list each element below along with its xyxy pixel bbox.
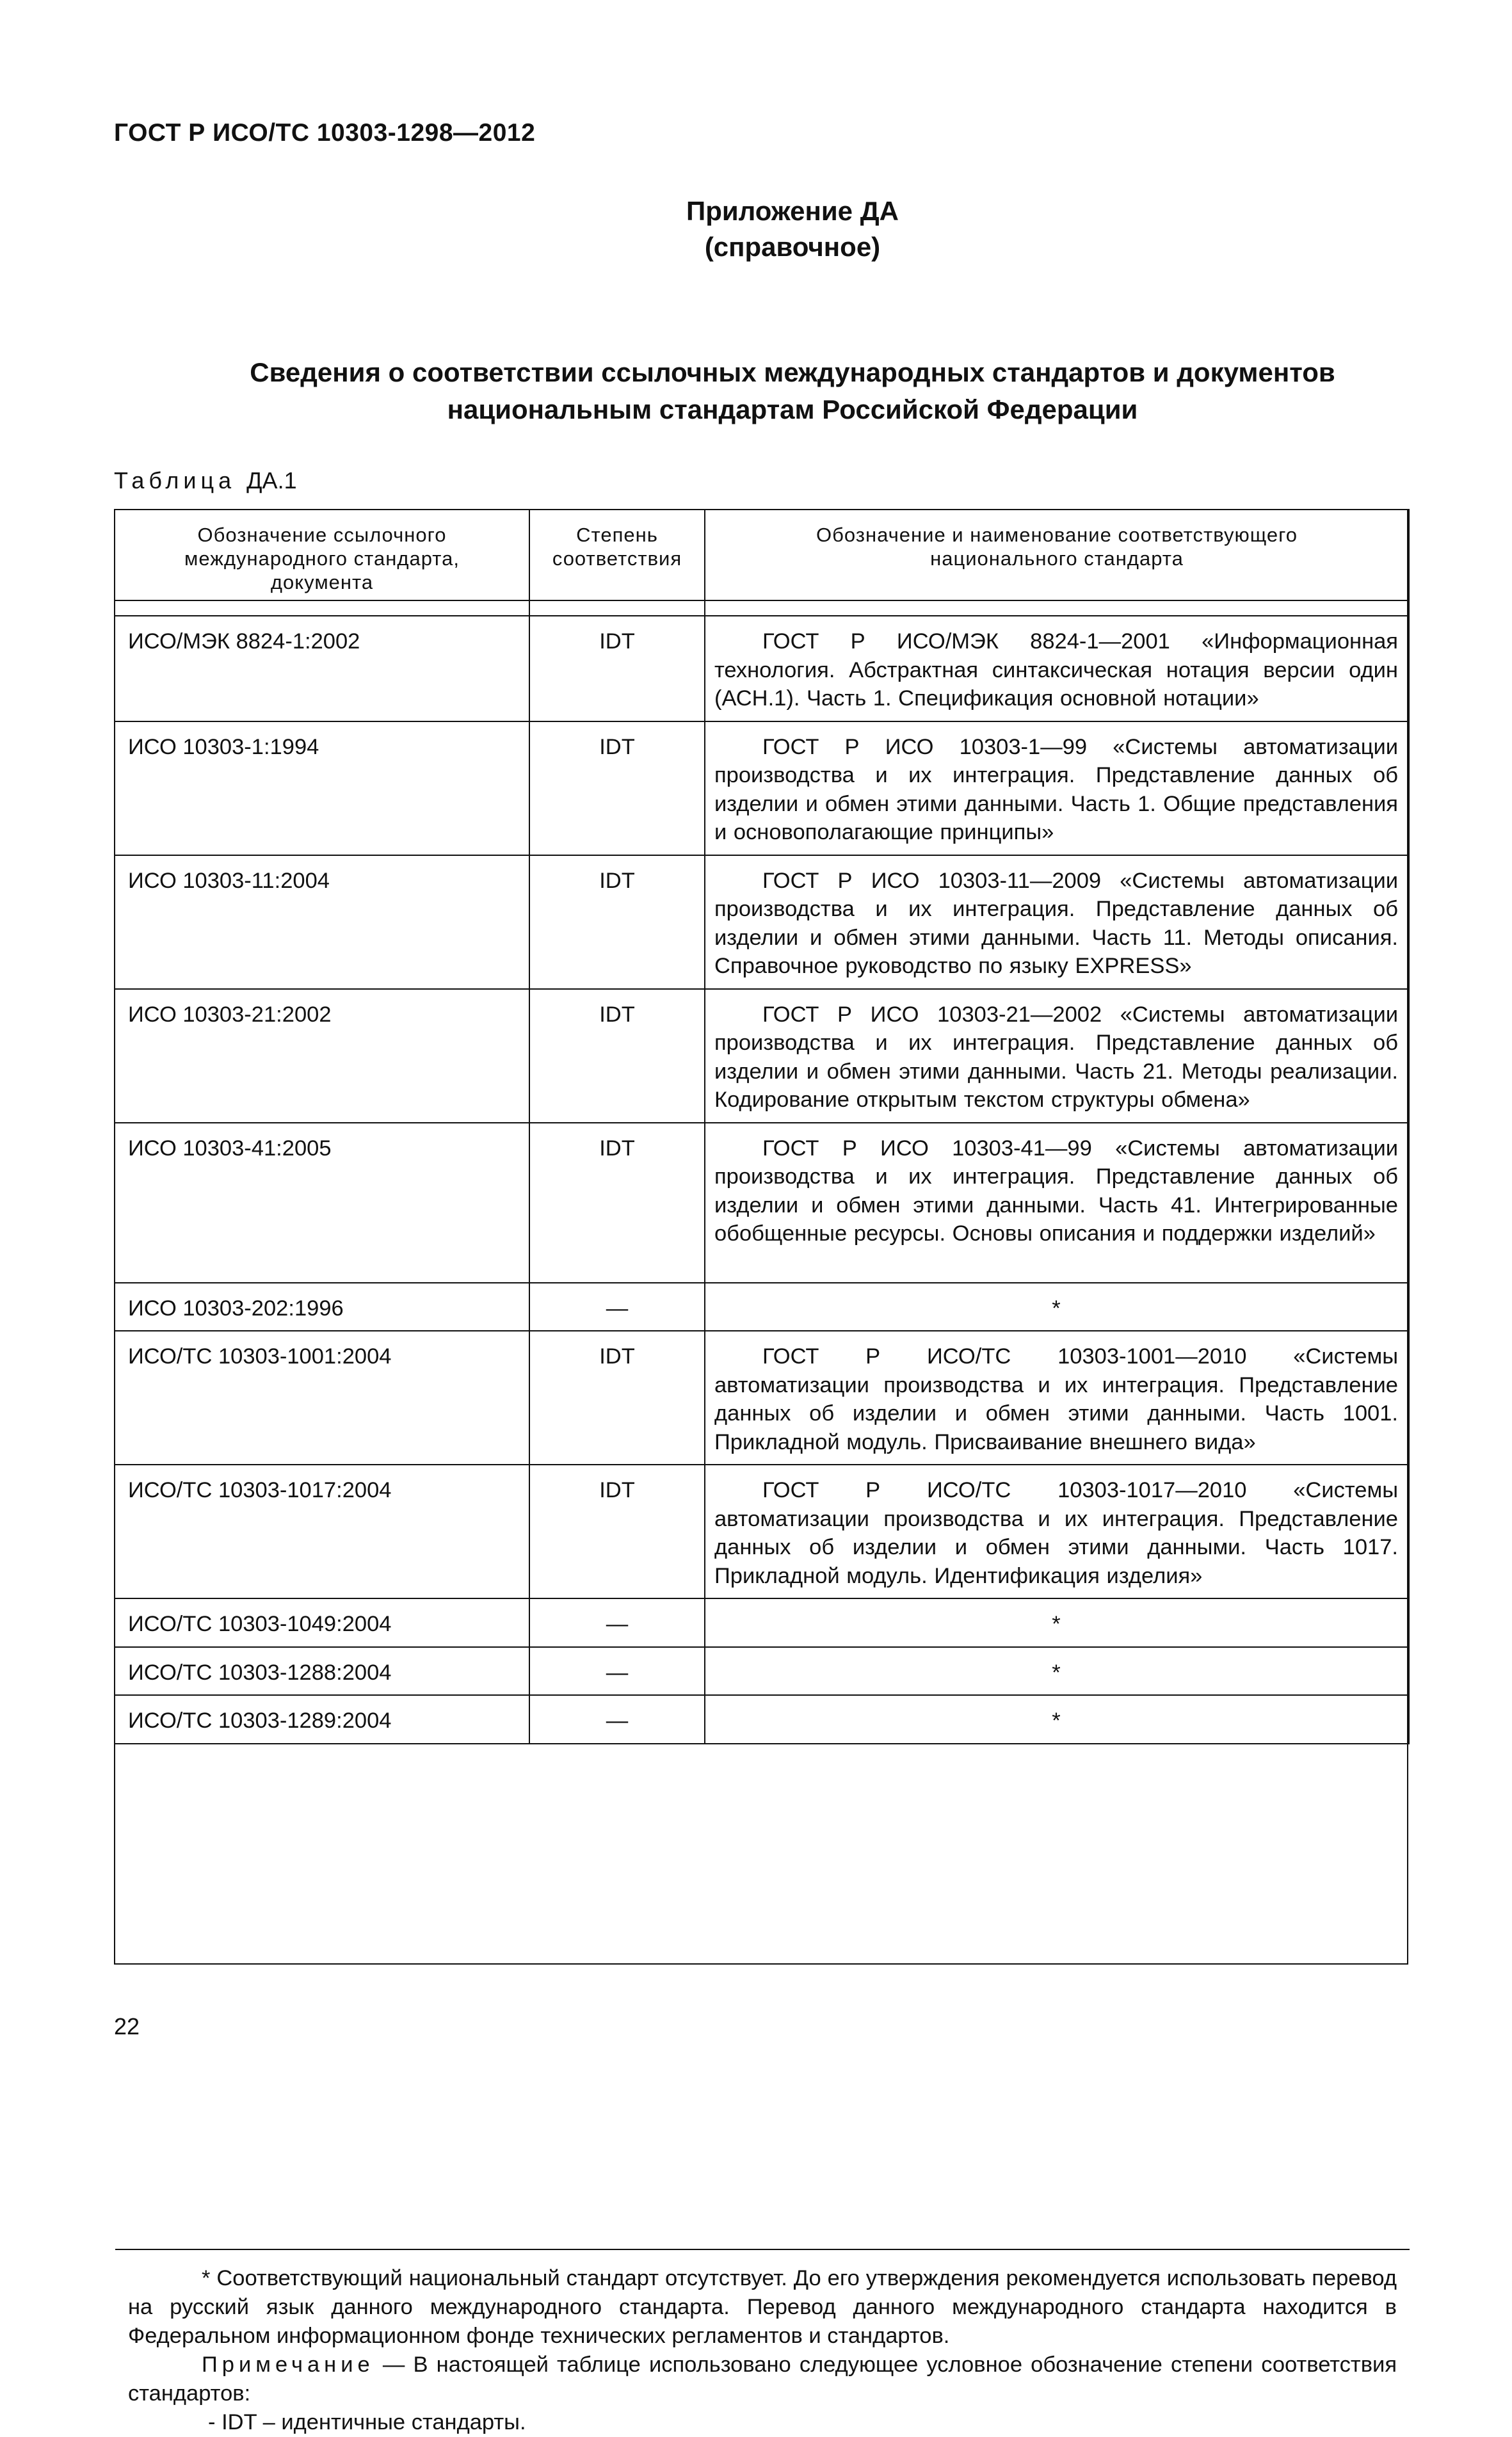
table-row xyxy=(115,1647,1409,1696)
table-row xyxy=(115,855,1409,989)
note-text: — В настоящей таблице использовано следующее условное обозначение степени соответствия стандартов: xyxy=(128,2353,1397,2406)
cell-reference: ИСО/ТС 10303-1049:2004 xyxy=(115,1598,529,1647)
cell-degree: IDT xyxy=(529,616,705,721)
column-header-national: Обозначение и наименование соответствующего национального стандарта xyxy=(705,510,1409,600)
cell-degree: IDT xyxy=(529,1123,705,1283)
table-row xyxy=(115,1331,1409,1465)
cell-reference: ИСО 10303-41:2005 xyxy=(115,1123,529,1283)
cell-degree: IDT xyxy=(529,989,705,1123)
table-caption-number: ДА.1 xyxy=(246,467,297,494)
footnote-idt: - IDT – идентичные стандарты. xyxy=(208,2410,526,2434)
section-title xyxy=(0,354,1512,428)
note-label: Примечание xyxy=(202,2353,374,2377)
cell-reference: ИСО/ТС 10303-1289:2004 xyxy=(115,1695,529,1744)
cell-reference: ИСО/ТС 10303-1288:2004 xyxy=(115,1647,529,1696)
cell-degree: — xyxy=(529,1695,705,1744)
table-row xyxy=(115,1695,1409,1744)
table-caption-word: Таблица xyxy=(114,467,236,494)
table-row xyxy=(115,721,1409,855)
table-row xyxy=(115,1465,1409,1598)
table-row xyxy=(115,1123,1409,1283)
column-header-degree: Степень соответствия xyxy=(529,510,705,600)
cell-national: ГОСТ Р ИСО/ТС 10303-1001—2010 «Системы автоматизации производства и их интеграция. Представление данных об изделии и обмен этими данными. Часть 1001. Прикладной модуль. Присваивание внешнего вида» xyxy=(705,1331,1409,1465)
cell-national: * xyxy=(705,1283,1409,1331)
cell-degree: IDT xyxy=(529,1465,705,1598)
footnote-star: * Соответствующий национальный стандарт отсутствует. До его утверждения рекомендуется использовать перевод на русский язык данного международного стандарта. Перевод данного международного стандарта находится в Федеральном информационном фонде технических регламентов и стандартов. xyxy=(128,2266,1397,2348)
document-code-header: ГОСТ Р ИСО/ТС 10303-1298—2012 xyxy=(114,119,536,147)
cell-degree: IDT xyxy=(529,855,705,989)
section-title-line-2: национальным стандартам Российской Федерации xyxy=(447,394,1138,424)
appendix-title: Приложение ДА xyxy=(686,196,899,226)
cell-national: ГОСТ Р ИСО 10303-11—2009 «Системы автоматизации производства и их интеграция. Представление данных об изделии и обмен этими данными. Часть 11. Методы описания. Справочное руководство по языку EXPRESS» xyxy=(705,855,1409,989)
table-row xyxy=(115,1283,1409,1331)
footnote-note xyxy=(128,2351,1397,2408)
cell-reference: ИСО 10303-21:2002 xyxy=(115,989,529,1123)
cell-degree: — xyxy=(529,1598,705,1647)
cell-national: ГОСТ Р ИСО/МЭК 8824-1—2001 «Информационная технология. Абстрактная синтаксическая нотация версии один (АСН.1). Часть 1. Спецификация основной нотации» xyxy=(705,616,1409,721)
appendix-heading xyxy=(0,193,1512,265)
appendix-subtitle: (справочное) xyxy=(704,232,881,262)
cell-degree: IDT xyxy=(529,721,705,855)
cell-reference: ИСО/ТС 10303-1001:2004 xyxy=(115,1331,529,1465)
table-row xyxy=(115,1598,1409,1647)
cell-degree: — xyxy=(529,1647,705,1696)
table-row xyxy=(115,989,1409,1123)
cell-reference: ИСО/МЭК 8824-1:2002 xyxy=(115,616,529,721)
table-caption xyxy=(114,467,297,494)
cell-national: * xyxy=(705,1598,1409,1647)
cell-national: ГОСТ Р ИСО 10303-21—2002 «Системы автоматизации производства и их интеграция. Представление данных об изделии и обмен этими данными. Часть 21. Методы реализации. Кодирование открытым текстом структуры обмена» xyxy=(705,989,1409,1123)
table-footnotes xyxy=(115,2249,1410,2437)
table-row xyxy=(115,616,1409,721)
reference-table xyxy=(114,509,1410,1744)
cell-national: ГОСТ Р ИСО 10303-1—99 «Системы автоматизации производства и их интеграция. Представление данных об изделии и обмен этими данными. Часть 1. Общие представления и основополагающие принципы» xyxy=(705,721,1409,855)
column-header-reference: Обозначение ссылочного международного стандарта, документа xyxy=(115,510,529,600)
cell-national: ГОСТ Р ИСО 10303-41—99 «Системы автоматизации производства и их интеграция. Представление данных об изделии и обмен этими данными. Часть 41. Интегрированные обобщенные ресурсы. Основы описания и поддержки изделий» xyxy=(705,1123,1409,1283)
page-number: 22 xyxy=(114,2013,140,2039)
cell-degree: — xyxy=(529,1283,705,1331)
cell-national: * xyxy=(705,1647,1409,1696)
cell-reference: ИСО 10303-1:1994 xyxy=(115,721,529,855)
cell-national: ГОСТ Р ИСО/ТС 10303-1017—2010 «Системы автоматизации производства и их интеграция. Представление данных об изделии и обмен этими данными. Часть 1017. Прикладной модуль. Идентификация изделия» xyxy=(705,1465,1409,1598)
section-title-line-1: Сведения о соответствии ссылочных международных стандартов и документов xyxy=(250,357,1335,387)
cell-national: * xyxy=(705,1695,1409,1744)
cell-reference: ИСО 10303-11:2004 xyxy=(115,855,529,989)
table-header-row xyxy=(115,510,1409,600)
header-separator-row xyxy=(115,600,1409,616)
cell-reference: ИСО/ТС 10303-1017:2004 xyxy=(115,1465,529,1598)
cell-degree: IDT xyxy=(529,1331,705,1465)
cell-reference: ИСО 10303-202:1996 xyxy=(115,1283,529,1331)
